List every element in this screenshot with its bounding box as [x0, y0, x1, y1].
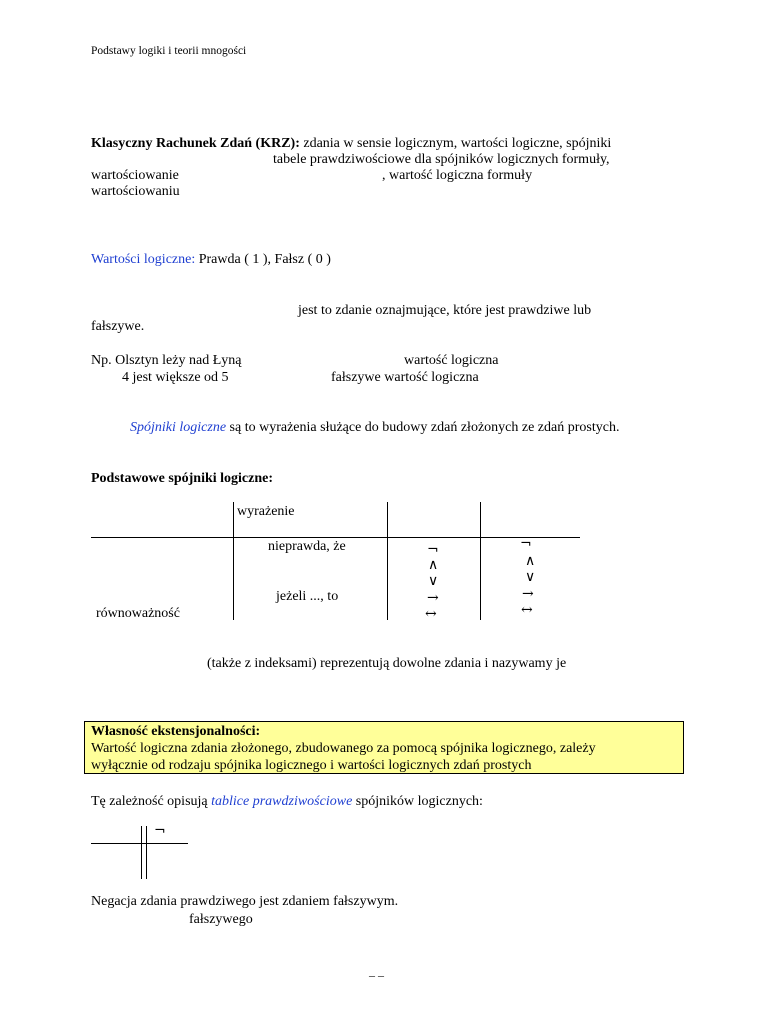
table-row-equiv: równoważność [96, 606, 180, 621]
negation-table-rule [91, 843, 188, 844]
example-2-right: fałszywe wartość logiczna [331, 370, 479, 385]
negation-symbol-2: ¬ [520, 536, 532, 552]
table-header-rule [91, 537, 580, 538]
example-2-left: 4 jest większe od 5 [122, 370, 229, 385]
table-vline-3 [480, 502, 481, 620]
intro-heading: Klasyczny Rachunek Zdań (KRZ): [91, 136, 300, 151]
conjunction-symbol-2: ∧ [525, 553, 536, 569]
example-1-right: wartość logiczna [404, 353, 499, 368]
intro-line-2: tabele prawdziwościowe dla spójników logicznych formuły, [273, 152, 610, 167]
table-row-not: nieprawda, że [268, 539, 346, 554]
page-number: – – [369, 968, 384, 982]
implication-symbol-1: → [427, 590, 439, 606]
values-text: Prawda ( 1 ), Fałsz ( 0 ) [195, 252, 331, 267]
table-col-header: wyrażenie [237, 504, 295, 519]
connectives-def [130, 420, 619, 436]
negation-line-2: fałszywego [189, 912, 253, 927]
table-vline-1 [233, 502, 234, 620]
negation-symbol-1: ¬ [427, 542, 439, 558]
connectives-def-text: są to wyrażenia służące do budowy zdań złożonych ze zdań prostych. [226, 420, 620, 435]
variables-note: (także z indeksami) reprezentują dowolne zdania i nazywamy je [207, 656, 567, 671]
extensionality-title: Własność ekstensjonalności: [91, 724, 261, 739]
connectives-term: Spójniki logiczne [130, 420, 227, 435]
connectives-heading: Podstawowe spójniki logiczne: [91, 471, 273, 486]
intro-line-4: wartościowaniu [91, 184, 180, 199]
intro-line-3-right: , wartość logiczna formuły [382, 168, 533, 183]
sentence-def-line-1: jest to zdanie oznajmujące, które jest prawdziwe lub [298, 303, 592, 318]
example-1-left: Np. Olsztyn leży nad Łyną [91, 353, 242, 368]
values-label: Wartości logiczne: [91, 252, 196, 267]
truth-tables-term: tablice prawdziwościowe [211, 794, 353, 809]
disjunction-symbol-1: ∨ [428, 573, 439, 589]
extensionality-line-1: Wartość logiczna zdania złożonego, zbudowanego za pomocą spójnika logicznego, zależy [91, 741, 596, 756]
page-header: Podstawy logiki i teorii mnogości [91, 45, 247, 57]
negation-table-symbol: ¬ [154, 823, 166, 839]
table-vline-2 [387, 502, 388, 620]
equivalence-symbol-1: ↔ [425, 606, 437, 622]
negation-line-1: Negacja zdania prawdziwego jest zdaniem fałszywym. [91, 894, 399, 909]
negation-table-vline-2 [146, 826, 147, 879]
sentence-def-line-2: fałszywe. [91, 319, 145, 334]
extensionality-box [84, 721, 684, 774]
intro-line-1-rest: zdania w sensie logicznym, wartości logiczne, spójniki [299, 136, 612, 151]
implication-symbol-2: → [522, 586, 534, 602]
table-row-if: jeżeli ..., to [276, 589, 339, 604]
truth-tables-line [91, 794, 483, 810]
intro-line-3-left: wartościowanie [91, 168, 179, 183]
truth-tables-after: spójników logicznych: [352, 794, 483, 809]
negation-table-vline-1 [141, 826, 142, 879]
disjunction-symbol-2: ∨ [525, 569, 536, 585]
intro-line-1 [91, 136, 611, 152]
truth-tables-before: Tę zależność opisują [91, 794, 212, 809]
conjunction-symbol-1: ∧ [428, 557, 439, 573]
values-line [91, 252, 331, 268]
extensionality-line-2: wyłącznie od rodzaju spójnika logicznego i wartości logicznych zdań prostych [91, 758, 532, 773]
equivalence-symbol-2: ↔ [521, 602, 533, 618]
